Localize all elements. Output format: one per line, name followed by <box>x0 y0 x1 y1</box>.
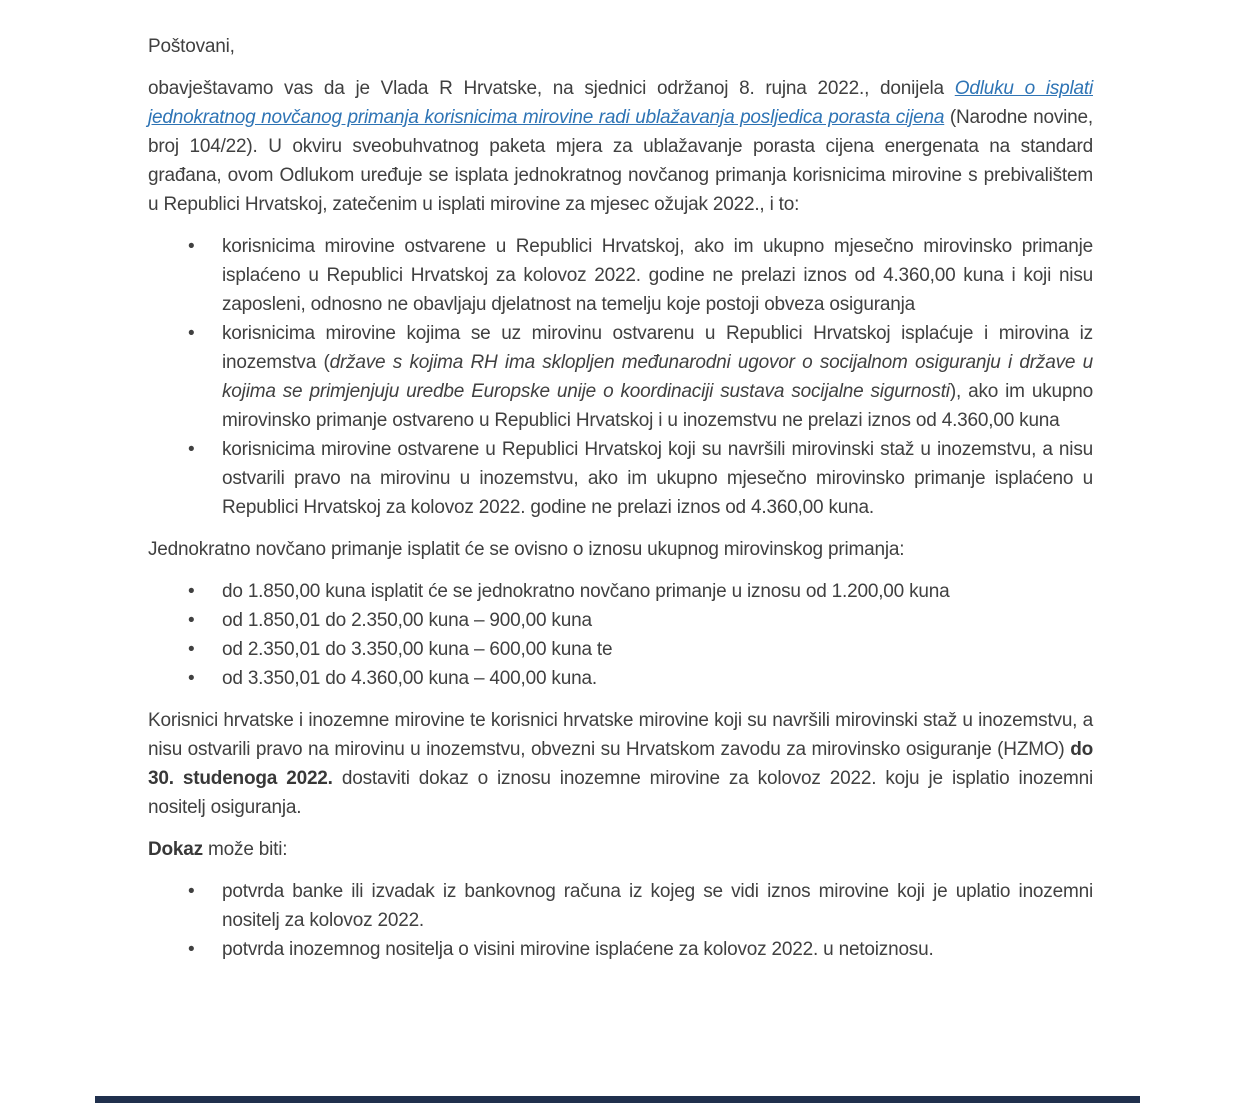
list-item <box>148 664 1093 693</box>
decision-link[interactable]: Odluku o isplati jednokratnog novčanog primanja korisnicima mirovine radi ublažavanja posljedica porasta cijena <box>148 78 1093 128</box>
list-item <box>148 577 1093 606</box>
list-item <box>148 232 1093 319</box>
text-segment: potvrda banke ili izvadak iz bankovnog računa iz kojeg se vidi iznos mirovine koji je uplatio inozemni nositelj za kolovoz 2022. <box>222 881 1093 931</box>
list-item <box>148 606 1093 635</box>
intro-paragraph <box>148 74 1093 219</box>
text-segment: od 1.850,01 do 2.350,00 kuna – 900,00 kuna <box>222 610 592 631</box>
text-segment: Korisnici hrvatske i inozemne mirovine te korisnici hrvatske mirovine koji su navršili mirovinski staž u inozemstvu, a nisu ostvarili pravo na mirovinu u inozemstvu, obvezni su Hrvatskom zavodu za mirovinsko osiguranje (HZMO) <box>148 710 1093 760</box>
proof-list <box>148 877 1093 964</box>
text-segment: može biti: <box>202 839 288 860</box>
text-segment: Dokaz <box>148 839 203 860</box>
text-segment: korisnicima mirovine ostvarene u Republici Hrvatskoj, ako im ukupno mjesečno mirovinsko primanje isplaćeno u Republici Hrvatskoj za kolovoz 2022. godine ne prelazi iznos od 4.360,00 kuna i koji nisu zaposleni, odnosno ne obavljaju djelatnost na temelju koje postoji obveza osiguranja <box>222 236 1093 315</box>
text-segment: države s kojima RH ima sklopljen međunarodni ugovor o socijalnom osiguranju i države u kojima se primjenjuju uredbe Europske unije o koordinaciji sustava socijalne sigurnosti <box>222 352 1093 402</box>
eligibility-list <box>148 232 1093 522</box>
proof-intro-paragraph <box>148 835 1093 864</box>
cutoff-table-edge <box>95 1096 1140 1103</box>
list-item <box>148 435 1093 522</box>
text-segment: dostaviti dokaz o iznosu inozemne mirovine za kolovoz 2022. koju je isplatio inozemni nositelj osiguranja. <box>148 768 1093 818</box>
list-item <box>148 635 1093 664</box>
text-segment: do 30. studenoga 2022. <box>148 739 1093 789</box>
text-segment: od 3.350,01 do 4.360,00 kuna – 400,00 kuna. <box>222 668 597 689</box>
text-segment: Jednokratno novčano primanje isplatit će se ovisno o iznosu ukupnog mirovinskog primanja: <box>148 539 905 560</box>
text-segment: potvrda inozemnog nositelja o visini mirovine isplaćene za kolovoz 2022. u netoiznosu. <box>222 939 934 960</box>
text-segment: do 1.850,00 kuna isplatit će se jednokratno novčano primanje u iznosu od 1.200,00 kuna <box>222 581 950 602</box>
list-item <box>148 319 1093 435</box>
greeting: Poštovani, <box>148 36 235 57</box>
text-segment: korisnicima mirovine ostvarene u Republici Hrvatskoj koji su navršili mirovinski staž u inozemstvu, a nisu ostvarili pravo na mirovinu u inozemstvu, ako im ukupno mjesečno mirovinsko primanje isplaćeno u Republici Hrvatskoj za kolovoz 2022. godine ne prelazi iznos od 4.360,00 kuna. <box>222 439 1093 518</box>
text-segment: korisnicima mirovine kojima se uz mirovinu ostvarenu u Republici Hrvatskoj isplaćuje i mirovina iz inozemstva ( <box>222 323 1093 373</box>
amounts-intro-paragraph <box>148 535 1093 564</box>
text-segment: od 2.350,01 do 3.350,00 kuna – 600,00 kuna te <box>222 639 613 660</box>
deadline-paragraph <box>148 706 1093 822</box>
text-segment: ), ako im ukupno mirovinsko primanje ostvareno u Republici Hrvatskoj i u inozemstvu ne prelazi iznos od 4.360,00 kuna <box>222 381 1093 431</box>
amounts-list <box>148 577 1093 693</box>
text-segment: obavještavamo vas da je Vlada R Hrvatske, na sjednici održanoj 8. rujna 2022., donijela <box>148 78 955 99</box>
list-item <box>148 877 1093 935</box>
list-item <box>148 935 1093 964</box>
text-segment: (Narodne novine, broj 104/22). U okviru sveobuhvatnog paketa mjera za ublažavanje porasta cijena energenata na standard građana, ovom Odlukom uređuje se isplata jednokratnog novčanog primanja korisnicima mirovine s prebivalištem u Republici Hrvatskoj, zatečenim u isplati mirovine za mjesec ožujak 2022., i to: <box>148 107 1093 215</box>
